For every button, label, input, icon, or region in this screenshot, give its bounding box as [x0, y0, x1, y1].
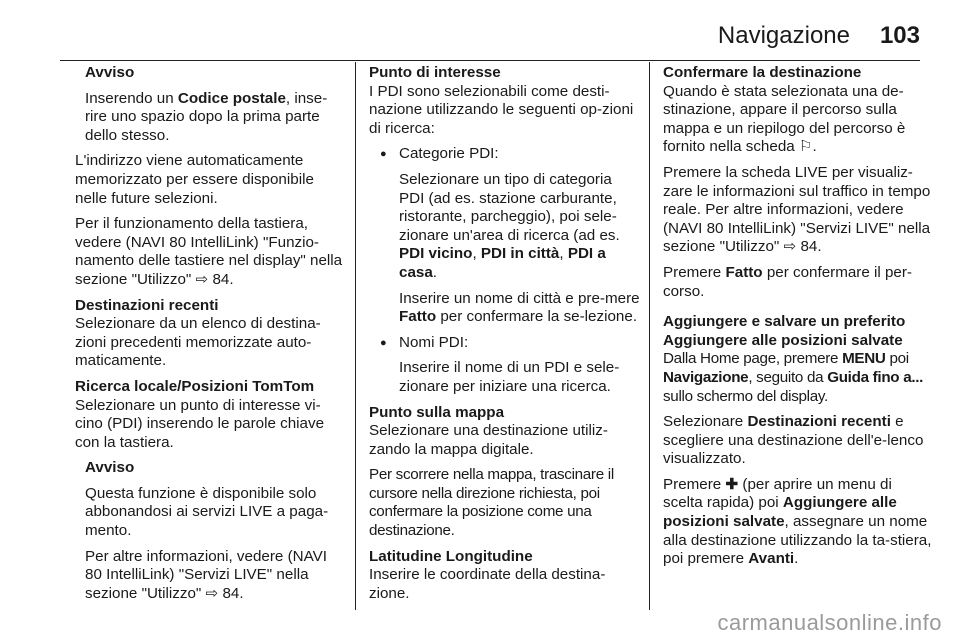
text: e scegliere una destinazione dell'e-lenco visualizzato. [663, 413, 924, 468]
keyword: Navigazione [663, 368, 749, 386]
paragraph: Quando è stata selezionata una de-stinazione, appare il percorso sulla mappa e un riepilogo del percorso è fornito nella scheda ⚐. [663, 82, 906, 156]
column-1 [75, 64, 347, 610]
plus-icon: ✚ [725, 475, 739, 493]
text: Inserire un nome di città e pre-mere [399, 289, 640, 307]
text: , [559, 245, 568, 263]
text: Premere [663, 475, 726, 493]
list-item [369, 334, 641, 397]
text: per confermare la se-lezione. [436, 308, 638, 326]
paragraph: Selezionare da un elenco di destina-zioni precedenti memorizzate auto-maticamente. [75, 315, 321, 370]
paragraph [663, 350, 935, 406]
text: sullo schermo del display. [663, 387, 828, 405]
keyword: Destinazioni recenti [747, 413, 891, 431]
keyword: Avanti [748, 550, 795, 568]
section-heading-local: Ricerca locale/Posizioni TomTom [75, 377, 315, 395]
paragraph: Selezionare un punto di interesse vi-cino (PDI) inserendo le parole chiave con la tastiera. [75, 396, 325, 451]
note-postal-code [75, 64, 347, 145]
paragraph [399, 290, 641, 327]
note-title: Avviso [85, 459, 135, 477]
header-rule [60, 60, 920, 61]
text: . [794, 550, 799, 568]
paragraph: Per scorrere nella mappa, trascinare il cursore nella direzione richiesta, poi confermare la posizione come una destinazione. [369, 466, 614, 540]
text: Dalla Home page, premere [663, 350, 843, 368]
paragraph [663, 413, 935, 469]
keyword: Guida fino a... [827, 368, 924, 386]
text: , seguito da [748, 368, 828, 386]
keyword: PDI a casa [399, 245, 606, 281]
text: Inserendo un [85, 89, 178, 107]
keyword: Codice postale [177, 89, 286, 107]
text: , [472, 245, 481, 263]
column-2 [369, 64, 641, 610]
paragraph: Premere la scheda LIVE per visualiz-zare le informazioni sul traffico in tempo reale. Per altre informazioni, vedere (NAVI 80 IntelliLink) "Servizi LIVE" nella sezione "Utilizzo" ⇨ 84. [663, 163, 931, 256]
paragraph [399, 171, 641, 283]
column-divider-1 [355, 62, 356, 610]
section-heading-poi: Punto di interesse [369, 64, 501, 81]
section-heading-map: Punto sulla mappa [369, 403, 505, 421]
note-title: Avviso [85, 64, 135, 81]
note-text: Questa funzione è disponibile solo abbonandosi ai servizi LIVE a paga-mento. [85, 484, 329, 540]
keyword: Fatto [399, 308, 437, 326]
paragraph [663, 264, 935, 301]
paragraph: I PDI sono selezionabili come desti-nazione utilizzando le seguenti op-zioni di ricerca: [369, 82, 634, 137]
page-header [60, 22, 920, 58]
section-heading-latlon: Latitudine Longitudine [369, 547, 533, 565]
text: , inse-rire uno spazio dopo la prima parte dello stesso. [85, 89, 328, 144]
text: . [432, 263, 438, 281]
text: Selezionare un tipo di categoria PDI (ad es. stazione carburante, ristorante, parcheggio), poi sele-zionare un'area di ricerca (ad es. [399, 170, 620, 244]
watermark: carmanualsonline.info [717, 610, 942, 635]
text: per confermare il per-corso. [663, 263, 912, 300]
page-number: 103 [879, 22, 920, 49]
paragraph: Inserire il nome di un PDI e sele-zionare per iniziare una ricerca. [399, 359, 620, 395]
text: (per aprire un menu di scelta rapida) poi [663, 475, 892, 512]
note-live [75, 459, 347, 603]
paragraph: Per il funzionamento della tastiera, vedere (NAVI 80 IntelliLink) "Funzio-namento delle tastiere nel display" nella sezione "Utilizzo" ⇨ 84. [75, 215, 343, 288]
paragraph: L'indirizzo viene automaticamente memorizzato per essere disponibile nelle future selezioni. [75, 152, 314, 207]
keyword: MENU [842, 350, 886, 368]
note-text [85, 90, 347, 146]
column-divider-2 [649, 62, 650, 610]
bullet-title: ● Nomi PDI: [399, 333, 469, 351]
note-text: Per altre informazioni, vedere (NAVI 80 IntelliLink) "Servizi LIVE" nella sezione "Utilizzo" ⇨ 84. [85, 547, 327, 602]
section-heading-confirm: Confermare la destinazione [663, 64, 862, 81]
text: Selezionare [663, 413, 748, 431]
list-item [369, 145, 641, 326]
paragraph: Inserire le coordinate della destina-zione. [369, 566, 606, 602]
paragraph [663, 476, 935, 569]
keyword: Fatto [725, 263, 763, 281]
keyword: Aggiungere alle posizioni salvate [663, 494, 897, 531]
page-title: Navigazione [717, 22, 850, 49]
keyword: PDI vicino [399, 245, 473, 263]
subsection-heading-add: Aggiungere alle posizioni salvate [663, 331, 903, 349]
section-heading-recent: Destinazioni recenti [75, 296, 219, 314]
bullet-body [399, 171, 641, 327]
keyword: PDI in città [480, 245, 560, 263]
text: Premere [663, 263, 726, 281]
text: , assegnare un nome alla destinazione utilizzando la ta-stiera, poi premere [663, 513, 932, 568]
column-3 [663, 64, 935, 576]
section-heading-save: Aggiungere e salvare un preferito [663, 313, 906, 331]
text: poi [885, 350, 909, 368]
paragraph: Selezionare una destinazione utiliz-zando la mappa digitale. [369, 422, 608, 458]
bullet-title: ● Categorie PDI: [399, 145, 499, 163]
